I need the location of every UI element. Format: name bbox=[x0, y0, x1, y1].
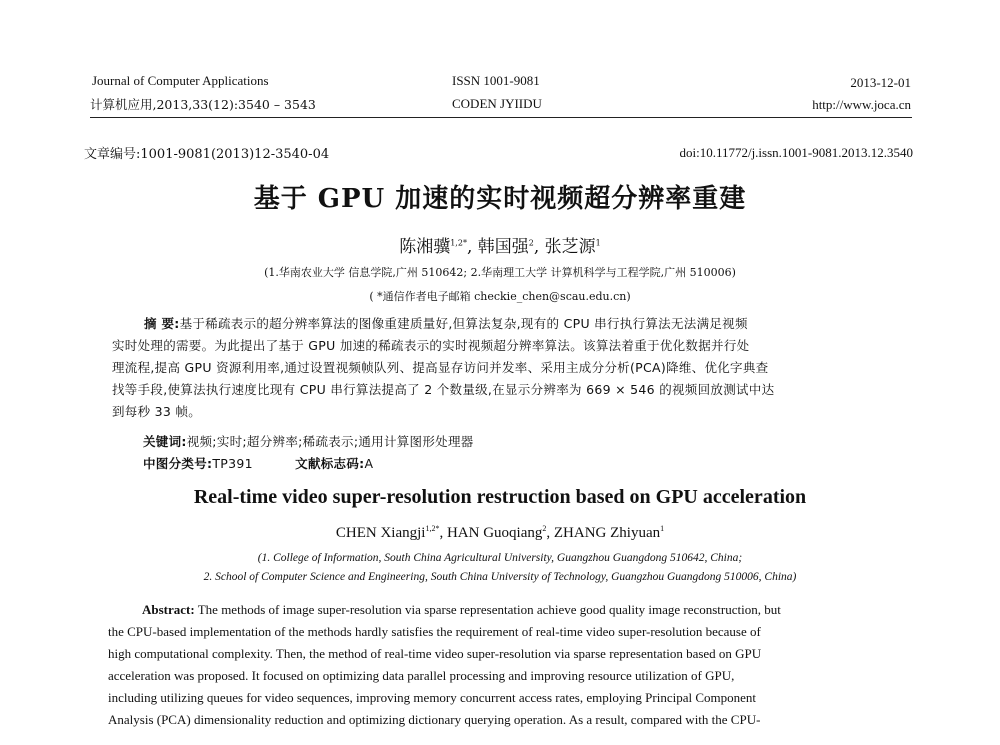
affiliation-en-2: 2. School of Computer Science and Engineering, South China University of Technology, Guangzhou Guangdong 510006, China) bbox=[203, 571, 797, 583]
keywords-cn bbox=[143, 431, 903, 453]
doi: doi:10.11772/j.issn.1001-9081.2013.12.3540 bbox=[679, 145, 913, 160]
title-en: Real-time video super-resolution restruction based on GPU acceleration bbox=[193, 486, 807, 508]
abstract-en bbox=[108, 599, 886, 731]
abstract-en-line: Analysis (PCA) dimensionality reduction and optimizing dictionary querying operation. As a result, compared with the CPU- bbox=[108, 712, 761, 727]
abstract-en-line: acceleration was proposed. It focused on optimizing data parallel processing and improving resource utilization of GPU, bbox=[108, 668, 735, 683]
doc-code-value: A bbox=[364, 456, 374, 471]
clc-value: TP391 bbox=[212, 456, 253, 471]
author-en-sep-2: , bbox=[546, 525, 551, 541]
affiliation-en-1: (1. College of Information, South China Agricultural University, Guangzhou Guangdong 510642, China; bbox=[257, 552, 743, 564]
abstract-en-line bbox=[108, 599, 886, 621]
abstract-cn-label: 摘 要: bbox=[144, 316, 180, 331]
publication-date: 2013-12-01 bbox=[850, 75, 911, 90]
abstract-cn-line: 实时处理的需要。为此提出了基于 GPU 加速的稀疏表示的实时视频超分辨率算法。该算法着重于优化数据并行处 bbox=[112, 338, 750, 353]
authors-cn bbox=[0, 232, 1000, 257]
author-en-2: HAN Guoqiang bbox=[446, 525, 543, 541]
author-cn-3-affil: 1 bbox=[595, 238, 601, 248]
abstract-en-text: The methods of image super-resolution via sparse representation achieve good quality image reconstruction, but bbox=[197, 602, 781, 617]
header-divider bbox=[90, 117, 912, 118]
keywords-cn-label: 关键词: bbox=[143, 434, 187, 449]
author-cn-1-affil: 1,2* bbox=[450, 238, 467, 248]
abstract-cn-line bbox=[112, 313, 902, 335]
issn: ISSN 1001-9081 bbox=[452, 73, 540, 88]
author-cn-sep-1: , bbox=[466, 237, 473, 257]
author-cn-3: 张芝源 bbox=[544, 237, 596, 257]
abstract-en-label: Abstract: bbox=[142, 602, 195, 617]
author-cn-sep-2: , bbox=[533, 237, 540, 257]
classification-cn bbox=[143, 453, 903, 475]
authors-en bbox=[0, 524, 1000, 542]
doc-code-label: 文献标志码: bbox=[295, 456, 365, 471]
author-cn-2: 韩国强 bbox=[477, 237, 529, 257]
journal-url: http://www.joca.cn bbox=[812, 97, 911, 112]
abstract-en-line: the CPU-based implementation of the methods hardly satisfies the requirement of real-time video super-resolution because of bbox=[108, 624, 761, 639]
abstract-cn-line: 找等手段,使算法执行速度比现有 CPU 串行算法提高了 2 个数量级,在显示分辨率为 669 × 546 的视频回放测试中达 bbox=[112, 382, 775, 397]
author-cn-2-affil: 2 bbox=[528, 238, 534, 248]
author-en-3-affil: 1 bbox=[660, 524, 665, 533]
affiliation-cn: (1.华南农业大学 信息学院,广州 510642; 2.华南理工大学 计算机科学与工程学院,广州 510006) bbox=[264, 266, 736, 279]
email-cn: ( *通信作者电子邮箱 checkie_chen@scau.edu.cn) bbox=[369, 290, 631, 303]
author-en-2-affil: 2 bbox=[542, 524, 547, 533]
author-en-sep-1: , bbox=[439, 525, 444, 541]
title-cn: 基于 GPU 加速的实时视频超分辨率重建 bbox=[253, 184, 747, 214]
author-cn-1: 陈湘骥 bbox=[399, 237, 451, 257]
coden: CODEN JYIIDU bbox=[452, 96, 542, 111]
abstract-cn-text: 基于稀疏表示的超分辨率算法的图像重建质量好,但算法复杂,现有的 CPU 串行执行算法无法满足视频 bbox=[179, 316, 748, 331]
abstract-en-line: including utilizing queues for video sequences, improving memory concurrent access rates, employing Principal Component bbox=[108, 690, 757, 705]
journal-name-en: Journal of Computer Applications bbox=[92, 73, 269, 88]
abstract-en-line: high computational complexity. Then, the method of real-time video super-resolution via sparse representation based on GPU bbox=[108, 646, 762, 661]
journal-name-cn: 计算机应用,2013,33(12):3540 – 3543 bbox=[90, 97, 316, 112]
abstract-cn-line: 到每秒 33 帧。 bbox=[112, 404, 202, 419]
abstract-cn-line: 理流程,提高 GPU 资源利用率,通过设置视频帧队列、提高显存访问并发率、采用主成分分析(PCA)降维、优化字典查 bbox=[112, 360, 769, 375]
author-en-1-affil: 1,2* bbox=[425, 524, 440, 533]
article-number: 文章编号:1001-9081(2013)12-3540-04 bbox=[84, 147, 330, 162]
author-en-1: CHEN Xiangji bbox=[335, 525, 426, 541]
author-en-3: ZHANG Zhiyuan bbox=[553, 525, 661, 541]
keywords-cn-text: 视频;实时;超分辨率;稀疏表示;通用计算图形处理器 bbox=[186, 434, 474, 449]
abstract-cn bbox=[112, 313, 902, 423]
clc-label: 中图分类号: bbox=[143, 456, 213, 471]
